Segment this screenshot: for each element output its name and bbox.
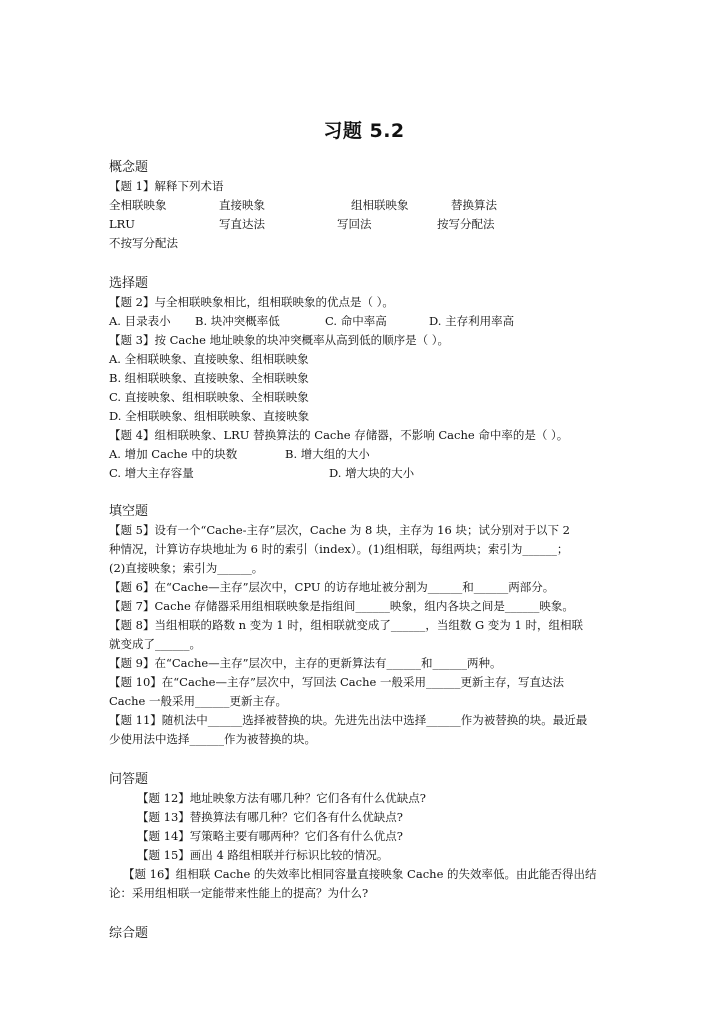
question-15: 【题 15】画出 4 路组相联并行标识比较的情况。 xyxy=(137,848,389,862)
section-heading-fill: 填空题 xyxy=(109,504,149,519)
question-11-line-1: 【题 11】随机法中______选择被替换的块。先进先出法中选择______作为被替换的块。最近最 xyxy=(109,713,588,727)
question-9: 【题 9】在“Cache—主存”层次中，主存的更新算法有______和______两种。 xyxy=(109,656,502,670)
question-14: 【题 14】写策略主要有哪两种？它们各有什么优点? xyxy=(137,829,403,843)
section-heading-concepts: 概念题 xyxy=(109,160,149,175)
option: C. 直接映象、组相联映象、全相联映象 xyxy=(109,390,309,404)
option: D. 全相联映象、组相联映象、直接映象 xyxy=(109,409,310,423)
question-16-line-2: 论：采用组相联一定能带来性能上的提高？为什么? xyxy=(109,886,369,900)
terms-row-2 xyxy=(109,215,619,234)
option: B. 组相联映象、直接映象、全相联映象 xyxy=(109,371,309,385)
document-page xyxy=(109,118,619,943)
question-12: 【题 12】地址映象方法有哪几种？它们各有什么优缺点? xyxy=(137,791,426,805)
term: 写回法 xyxy=(337,217,372,231)
term: 按写分配法 xyxy=(437,217,495,231)
question-6: 【题 6】在“Cache—主存”层次中，CPU 的访存地址被分割为______和______两部分。 xyxy=(109,580,555,594)
option: B. 增大组的大小 xyxy=(285,447,370,461)
term: 写直达法 xyxy=(219,217,265,231)
terms-row-1 xyxy=(109,196,619,215)
question-4: 【题 4】组相联映象、LRU 替换算法的 Cache 存储器，不影响 Cache 命中率的是（ ）。 xyxy=(109,428,569,442)
term: 全相联映象 xyxy=(109,198,167,212)
question-10-line-1: 【题 10】在“Cache—主存”层次中，写回法 Cache 一般采用______更新主存，写直达法 xyxy=(109,675,564,689)
term: 组相联映象 xyxy=(351,198,409,212)
option: A. 增加 Cache 中的块数 xyxy=(109,447,238,461)
question-8-line-2: 就变成了______。 xyxy=(109,637,201,651)
option: D. 主存利用率高 xyxy=(429,314,515,328)
question-8-line-1: 【题 8】当组相联的路数 n 变为 1 时，组相联就变成了______，当组数 G 变为 1 时，组相联 xyxy=(109,618,583,632)
option: B. 块冲突概率低 xyxy=(195,314,280,328)
term: 不按写分配法 xyxy=(109,236,178,250)
question-7: 【题 7】Cache 存储器采用组相联映象是指组间______映象，组内各块之间是______映象。 xyxy=(109,599,574,613)
question-4-options-row-1 xyxy=(109,445,619,464)
page-title: 习题 5.2 xyxy=(323,120,405,142)
question-3: 【题 3】按 Cache 地址映象的块冲突概率从高到低的顺序是（ ）。 xyxy=(109,333,449,347)
question-4-options-row-2 xyxy=(109,464,619,483)
section-heading-comprehensive: 综合题 xyxy=(109,926,149,941)
question-16-line-1: 【题 16】组相联 Cache 的失效率比相同容量直接映象 Cache 的失效率低。由此能否得出结 xyxy=(123,867,597,881)
question-2: 【题 2】与全相联映象相比，组相联映象的优点是（ ）。 xyxy=(109,295,394,309)
question-10-line-2: Cache 一般采用______更新主存。 xyxy=(109,694,287,708)
option: C. 命中率高 xyxy=(325,314,387,328)
question-1: 【题 1】解释下列术语 xyxy=(109,179,224,193)
term: 替换算法 xyxy=(451,198,497,212)
question-13: 【题 13】替换算法有哪几种？它们各有什么优缺点? xyxy=(137,810,403,824)
option: D. 增大块的大小 xyxy=(329,466,415,480)
question-5-line-3: (2)直接映象；索引为______。 xyxy=(109,561,264,575)
section-heading-choice: 选择题 xyxy=(109,276,149,291)
question-5-line-2: 种情况，计算访存块地址为 6 时的索引（index）。(1)组相联，每组两块；索引为______； xyxy=(109,542,569,556)
option: C. 增大主存容量 xyxy=(109,466,194,480)
question-5-line-1: 【题 5】设有一个“Cache-主存”层次，Cache 为 8 块，主存为 16 块；试分别对于以下 2 xyxy=(109,523,570,537)
option: A. 全相联映象、直接映象、组相联映象 xyxy=(109,352,309,366)
question-2-options xyxy=(109,312,619,331)
term: 直接映象 xyxy=(219,198,265,212)
section-heading-qa: 问答题 xyxy=(109,772,149,787)
question-11-line-2: 少使用法中选择______作为被替换的块。 xyxy=(109,732,316,746)
term: LRU xyxy=(109,217,135,231)
option: A. 目录表小 xyxy=(109,314,171,328)
